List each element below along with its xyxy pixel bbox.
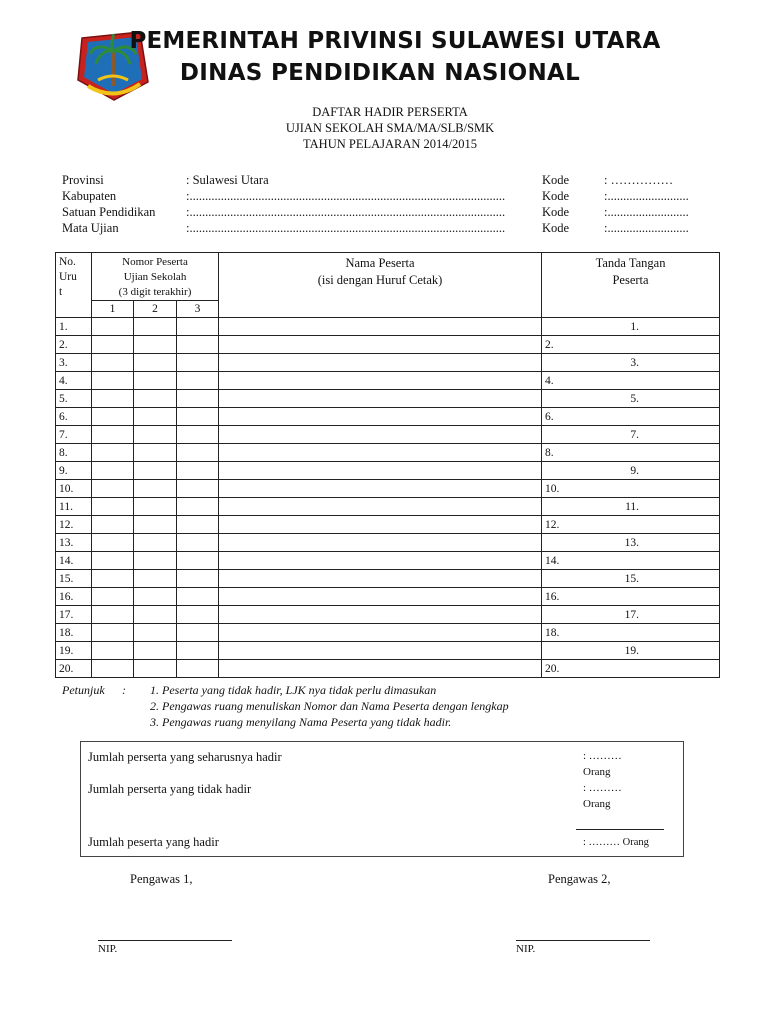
digit-cell[interactable] [134, 660, 177, 678]
table-row [56, 426, 720, 444]
sub-col-1: 1 [92, 301, 134, 318]
signature-cell[interactable]: 8. [542, 444, 720, 462]
row-number: 8. [56, 444, 92, 462]
signature-cell[interactable]: 20. [542, 660, 720, 678]
kabupaten-dots: :..................................................................................................... [186, 189, 506, 203]
signature-cell[interactable]: 6. [542, 408, 720, 426]
title-line-1: DAFTAR HADIR PERSERTA [312, 105, 468, 119]
summary-divider [576, 829, 664, 830]
digit-cell[interactable] [134, 498, 177, 516]
document-titles [200, 104, 580, 152]
kode-label-2: Kode [542, 189, 570, 203]
digit-cell[interactable] [177, 390, 219, 408]
row-number: 16. [56, 588, 92, 606]
signature-line-2 [516, 940, 650, 941]
digit-cell[interactable] [177, 354, 219, 372]
table-row [56, 354, 720, 372]
row-number: 2. [56, 336, 92, 354]
signature-cell[interactable]: 5. [542, 390, 720, 408]
table-row [56, 498, 720, 516]
kode-label-1: Kode [542, 173, 570, 187]
table-row [56, 408, 720, 426]
col-header-nama-peserta: Nama Peserta (isi dengan Huruf Cetak) [219, 253, 542, 318]
nama-peserta-cell[interactable] [219, 462, 542, 480]
signature-cell[interactable]: 15. [542, 570, 720, 588]
table-row [56, 462, 720, 480]
summary-expected-dots: : ……… [583, 750, 622, 762]
digit-cell[interactable] [92, 480, 134, 498]
sub-col-3: 3 [177, 301, 219, 318]
digit-cell[interactable] [134, 516, 177, 534]
digit-cell[interactable] [177, 642, 219, 660]
title-line-2: UJIAN SEKOLAH SMA/MA/SLB/SMK [285, 121, 495, 135]
nama-peserta-cell[interactable] [219, 354, 542, 372]
nama-peserta-cell[interactable] [219, 498, 542, 516]
signature-cell[interactable]: 17. [542, 606, 720, 624]
signature-cell[interactable]: 12. [542, 516, 720, 534]
digit-cell[interactable] [92, 642, 134, 660]
row-number: 1. [56, 318, 92, 336]
table-row [56, 606, 720, 624]
digit-cell[interactable] [177, 606, 219, 624]
header-line-2: DINAS PENDIDIKAN NASIONAL [179, 60, 581, 86]
digit-cell[interactable] [177, 570, 219, 588]
nama-peserta-cell[interactable] [219, 570, 542, 588]
nama-peserta-cell[interactable] [219, 318, 542, 336]
table-row [56, 660, 720, 678]
digit-cell[interactable] [177, 660, 219, 678]
nama-peserta-cell[interactable] [219, 372, 542, 390]
table-row [56, 318, 720, 336]
col-header-nomor-peserta: Nomor Peserta Ujian Sekolah (3 digit terakhir) [92, 253, 219, 301]
digit-cell[interactable] [134, 570, 177, 588]
summary-present-value: : ……… Orang [583, 837, 649, 848]
pengawas-1-label: Pengawas 1, [130, 872, 193, 886]
signature-cell[interactable]: 1. [542, 318, 720, 336]
nip-label-1: NIP. [98, 943, 118, 955]
kode-value-1: : …………… [604, 173, 674, 187]
nama-peserta-cell[interactable] [219, 516, 542, 534]
nama-peserta-cell[interactable] [219, 642, 542, 660]
digit-cell[interactable] [134, 408, 177, 426]
digit-cell[interactable] [92, 462, 134, 480]
digit-cell[interactable] [134, 318, 177, 336]
row-number: 14. [56, 552, 92, 570]
digit-cell[interactable] [177, 624, 219, 642]
digit-cell[interactable] [92, 624, 134, 642]
kode-label-3: Kode [542, 205, 570, 219]
nama-peserta-cell[interactable] [219, 390, 542, 408]
kabupaten-label: Kabupaten [62, 189, 117, 203]
table-row [56, 480, 720, 498]
digit-cell[interactable] [92, 660, 134, 678]
nama-peserta-cell[interactable] [219, 588, 542, 606]
nama-peserta-cell[interactable] [219, 426, 542, 444]
digit-cell[interactable] [134, 372, 177, 390]
nama-peserta-cell[interactable] [219, 480, 542, 498]
petunjuk-item: 2. Pengawas ruang menuliskan Nomor dan Nama Peserta dengan lengkap [150, 699, 509, 713]
title-line-3: TAHUN PELAJARAN 2014/2015 [303, 137, 477, 151]
digit-cell[interactable] [92, 372, 134, 390]
row-number: 15. [56, 570, 92, 588]
provinsi-label: Provinsi [62, 173, 104, 187]
signature-cell[interactable]: 7. [542, 426, 720, 444]
summary-box [80, 741, 684, 857]
digit-cell[interactable] [92, 588, 134, 606]
digit-cell[interactable] [92, 390, 134, 408]
provinsi-value: : Sulawesi Utara [186, 173, 269, 187]
digit-cell[interactable] [177, 588, 219, 606]
digit-cell[interactable] [134, 642, 177, 660]
nama-peserta-cell[interactable] [219, 408, 542, 426]
nama-peserta-cell[interactable] [219, 336, 542, 354]
row-number: 7. [56, 426, 92, 444]
digit-cell[interactable] [92, 318, 134, 336]
table-row [56, 516, 720, 534]
satuan-dots: :..................................................................................................... [186, 205, 506, 219]
table-row [56, 624, 720, 642]
signature-cell[interactable]: 19. [542, 642, 720, 660]
digit-cell[interactable] [134, 480, 177, 498]
table-row [56, 588, 720, 606]
signature-cell[interactable]: 14. [542, 552, 720, 570]
table-row [56, 570, 720, 588]
row-number: 9. [56, 462, 92, 480]
digit-cell[interactable] [92, 408, 134, 426]
digit-cell[interactable] [92, 336, 134, 354]
petunjuk-item: 3. Pengawas ruang menyilang Nama Peserta yang tidak hadir. [150, 715, 452, 729]
table-row [56, 390, 720, 408]
digit-cell[interactable] [134, 588, 177, 606]
nama-peserta-cell[interactable] [219, 552, 542, 570]
row-number: 13. [56, 534, 92, 552]
pengawas-2-label: Pengawas 2, [548, 872, 611, 886]
kode-value-2: :.......................... [604, 189, 689, 203]
table-row [56, 444, 720, 462]
digit-cell[interactable] [177, 426, 219, 444]
summary-expected-label: Jumlah perserta yang seharusnya hadir [88, 750, 282, 764]
digit-cell[interactable] [134, 444, 177, 462]
digit-cell[interactable] [134, 552, 177, 570]
row-number: 10. [56, 480, 92, 498]
nip-label-2: NIP. [516, 943, 536, 955]
digit-cell[interactable] [134, 426, 177, 444]
digit-cell[interactable] [134, 462, 177, 480]
row-number: 5. [56, 390, 92, 408]
digit-cell[interactable] [92, 426, 134, 444]
nama-peserta-cell[interactable] [219, 606, 542, 624]
row-number: 4. [56, 372, 92, 390]
row-number: 12. [56, 516, 92, 534]
kode-value-3: :.......................... [604, 205, 689, 219]
digit-cell[interactable] [92, 516, 134, 534]
header-line-1: PEMERINTAH PRIVINSI SULAWESI UTARA [129, 28, 661, 54]
row-number: 3. [56, 354, 92, 372]
digit-cell[interactable] [177, 462, 219, 480]
signature-cell[interactable]: 10. [542, 480, 720, 498]
digit-cell[interactable] [177, 516, 219, 534]
digit-cell[interactable] [177, 498, 219, 516]
digit-cell[interactable] [92, 552, 134, 570]
mata-ujian-label: Mata Ujian [62, 221, 119, 235]
signature-cell[interactable]: 3. [542, 354, 720, 372]
digit-cell[interactable] [92, 498, 134, 516]
nama-peserta-cell[interactable] [219, 660, 542, 678]
sub-col-2: 2 [134, 301, 177, 318]
digit-cell[interactable] [177, 318, 219, 336]
signature-cell[interactable]: 2. [542, 336, 720, 354]
table-row [56, 552, 720, 570]
digit-cell[interactable] [177, 336, 219, 354]
col-header-no: No. Uru t [56, 253, 92, 318]
petunjuk-label: Petunjuk [62, 683, 105, 697]
digit-cell[interactable] [177, 408, 219, 426]
digit-cell[interactable] [177, 372, 219, 390]
digit-cell[interactable] [92, 570, 134, 588]
summary-absent-unit: Orang [583, 798, 611, 810]
row-number: 11. [56, 498, 92, 516]
nama-peserta-cell[interactable] [219, 444, 542, 462]
table-row [56, 534, 720, 552]
digit-cell[interactable] [134, 606, 177, 624]
digit-cell[interactable] [134, 624, 177, 642]
petunjuk-colon: : [122, 683, 126, 697]
digit-cell[interactable] [92, 534, 134, 552]
table-row [56, 336, 720, 354]
signature-cell[interactable]: 13. [542, 534, 720, 552]
petunjuk-item: 1. Peserta yang tidak hadir, LJK nya tidak perlu dimasukan [150, 683, 437, 697]
digit-cell[interactable] [92, 606, 134, 624]
row-number: 20. [56, 660, 92, 678]
summary-absent-label: Jumlah perserta yang tidak hadir [88, 782, 252, 796]
summary-absent-dots: : ……… [583, 782, 622, 794]
summary-expected-unit: Orang [583, 766, 611, 778]
attendance-table [55, 252, 720, 678]
digit-cell[interactable] [92, 354, 134, 372]
row-number: 6. [56, 408, 92, 426]
satuan-label: Satuan Pendidikan [62, 205, 156, 219]
signature-line-1 [98, 940, 232, 941]
signature-cell[interactable]: 4. [542, 372, 720, 390]
nama-peserta-cell[interactable] [219, 534, 542, 552]
row-number: 18. [56, 624, 92, 642]
col-header-tanda-tangan: Tanda Tangan Peserta [542, 253, 720, 318]
digit-cell[interactable] [134, 336, 177, 354]
summary-present-label: Jumlah peserta yang hadir [88, 835, 219, 849]
mata-ujian-dots: :..................................................................................................... [186, 221, 506, 235]
table-row [56, 372, 720, 390]
nama-peserta-cell[interactable] [219, 624, 542, 642]
signature-cell[interactable]: 9. [542, 462, 720, 480]
table-row [56, 642, 720, 660]
digit-cell[interactable] [134, 534, 177, 552]
digit-cell[interactable] [134, 354, 177, 372]
digit-cell[interactable] [177, 552, 219, 570]
row-number: 19. [56, 642, 92, 660]
digit-cell[interactable] [177, 480, 219, 498]
kode-label-4: Kode [542, 221, 570, 235]
digit-cell[interactable] [177, 534, 219, 552]
digit-cell[interactable] [177, 444, 219, 462]
signature-cell[interactable]: 11. [542, 498, 720, 516]
kode-value-4: :.......................... [604, 221, 689, 235]
signature-cell[interactable]: 18. [542, 624, 720, 642]
digit-cell[interactable] [134, 390, 177, 408]
signature-cell[interactable]: 16. [542, 588, 720, 606]
digit-cell[interactable] [92, 444, 134, 462]
row-number: 17. [56, 606, 92, 624]
